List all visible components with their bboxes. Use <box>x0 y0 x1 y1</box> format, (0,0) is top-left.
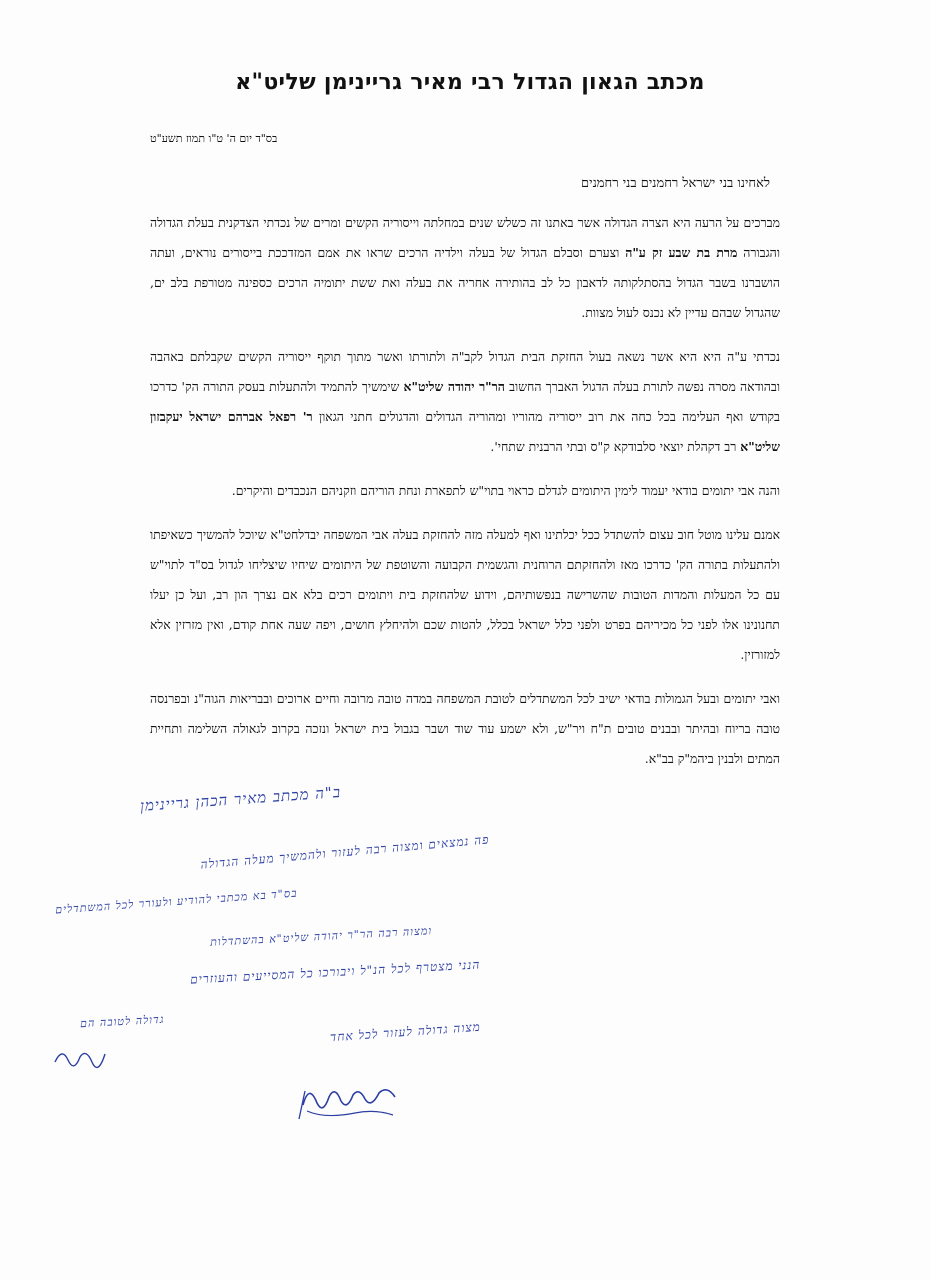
letter-paragraph <box>150 342 780 462</box>
handwritten-note: מצוה גדולה לעזור לכל אחד <box>329 1019 482 1045</box>
paragraph-text: אמנם עלינו מוטל חוב עצום להשתדל ככל יכלתינו ואף למעלה מזה להחזקת בעלה אבי המשפחה יבדלחט"א שיוכל להמשיך כשאיפתו ולהתעלות בתורה הק' כדרכו מאז ולהחזקתם הרוחנית והגשמית הקבועה והשוטפת של היתומים שיחיו שיצליחו לגדול בס"ד לתוי"ש עם כל המעלות והמדות הטובות שהשרישה בנפשותיהם, וידוע שלהחזקת בית ויתומים רכים בלא אם נצרך הון רב, ועל כן יעלו תחנונינו אלו לפני כל מכיריהם בפרט ולפני כלל ישראל בכלל, להטות שכם ולהיחלץ חושים, ויפה שעה אחת קודם, ואין מזרזין אלא למזורזין. <box>150 527 780 662</box>
handwritten-note: פה נמצאים ומצוה רבה לעזור ולהמשיך מעלה הגדולה <box>199 832 490 872</box>
emphasized-name: מרת בת שבע זק ע"ה <box>625 245 738 260</box>
paragraph-text: והנה אבי יתומים בודאי יעמוד לימין היתומים לגדלם כראוי בתוי"ש לתפארת ונחת הוריהם וזקניהם הנכבדים והיקרים. <box>231 483 780 498</box>
letter-title: מכתב הגאון הגדול רבי מאיר גריינימן שליט"א <box>235 70 705 95</box>
letter-greeting: לאחינו בני ישראל רחמנים בני רחמנים <box>581 176 770 191</box>
handwritten-note: גדולה לטובה הם <box>79 1012 165 1031</box>
paragraph-text: וצערם וסבלם הגדול של בעלה וילדיה הרכים שראו את אמם המזדככת בייסורים נוראים, ועתה הושברנו בשבר הגדול בהסתלקותה לדאבון כל לב בהותירה אחריה את בעלה ואת ששת יתומיה הרכים כספינה מטורפת בלב ים, שהגדול שבהם עדיין לא נכנס לעול מצוות. <box>150 245 780 320</box>
handwritten-note: ב"ה מכתב מאיר הכהן גריינימן <box>139 783 342 815</box>
letter-body <box>150 208 780 788</box>
emphasized-name: הר"ר יהודה שליט"א <box>403 379 505 394</box>
handwritten-initials <box>50 1042 110 1072</box>
paragraph-text: שימשיך להתמיד ולהתעלות בעסק התורה הק' כדרכו בקודש ואף העלימה בכל כחה את רוב ייסוריה מהוריו ומהוריה הגדולים והדגולים חתני הגאון <box>150 379 781 424</box>
letter-date: בס"ד יום ה' ט"ו תמוז תשע"ט <box>150 132 278 145</box>
handwritten-note: בס"ד בא מכתבי להודיע ולעורר לכל המשתדלים <box>54 886 298 917</box>
paragraph-text: רב דקהלת יוצאי סלבודקא ק"ס ובתי הרבנית שתחי'. <box>490 439 741 454</box>
paragraph-text: מברכים על הרעה היא הצרה הגדולה אשר באתנו זה כשלש שנים במחלתה וייסוריה הקשים ומרים של נכדתי הצדקנית בעלת הגדולה והגבורה <box>150 215 780 260</box>
handwritten-signature <box>295 1075 405 1125</box>
paragraph-text: נכדתי ע"ה היא היא אשר נשאה בעול החזקת הבית הגדול לקב"ה ולתורתו ואשר מתוך תוקף ייסוריה הקשים שקבלתם באהבה ובהודאה מסרה נפשה לתורת בעלה הדגול האברך החשוב <box>150 349 780 394</box>
emphasized-name: ר' רפאל אברהם ישראל יעקבזון שליט"א <box>150 409 780 454</box>
handwritten-note: הנני מצטרף לכל הנ"ל ויבורכו כל המסייעים והעוזרים <box>189 957 481 987</box>
letter-paragraph <box>150 520 780 670</box>
letter-paragraph <box>150 208 780 328</box>
paragraph-text: ואבי יתומים ובעל הגמולות בודאי ישיב לכל המשתדלים לטובת המשפחה במדה טובה מרובה וחיים ארוכים ובבריאות הגוה"נ ובפרנסה טובה בריוח ובהיתר ובבנים טובים ת"ח ויר"ש, ולא ישמע עוד שוד ושבר בגבול בית ישראל ונזכה בקרוב לגאולה השלימה ותחיית המתים ולבנין ביהמ"ק בב"א. <box>150 691 780 766</box>
letter-paragraph <box>150 476 780 506</box>
handwritten-note: ומצוה רבה הר"ר יהודה שליט"א בהשתדלות <box>209 924 433 949</box>
letter-paragraph <box>150 684 780 774</box>
